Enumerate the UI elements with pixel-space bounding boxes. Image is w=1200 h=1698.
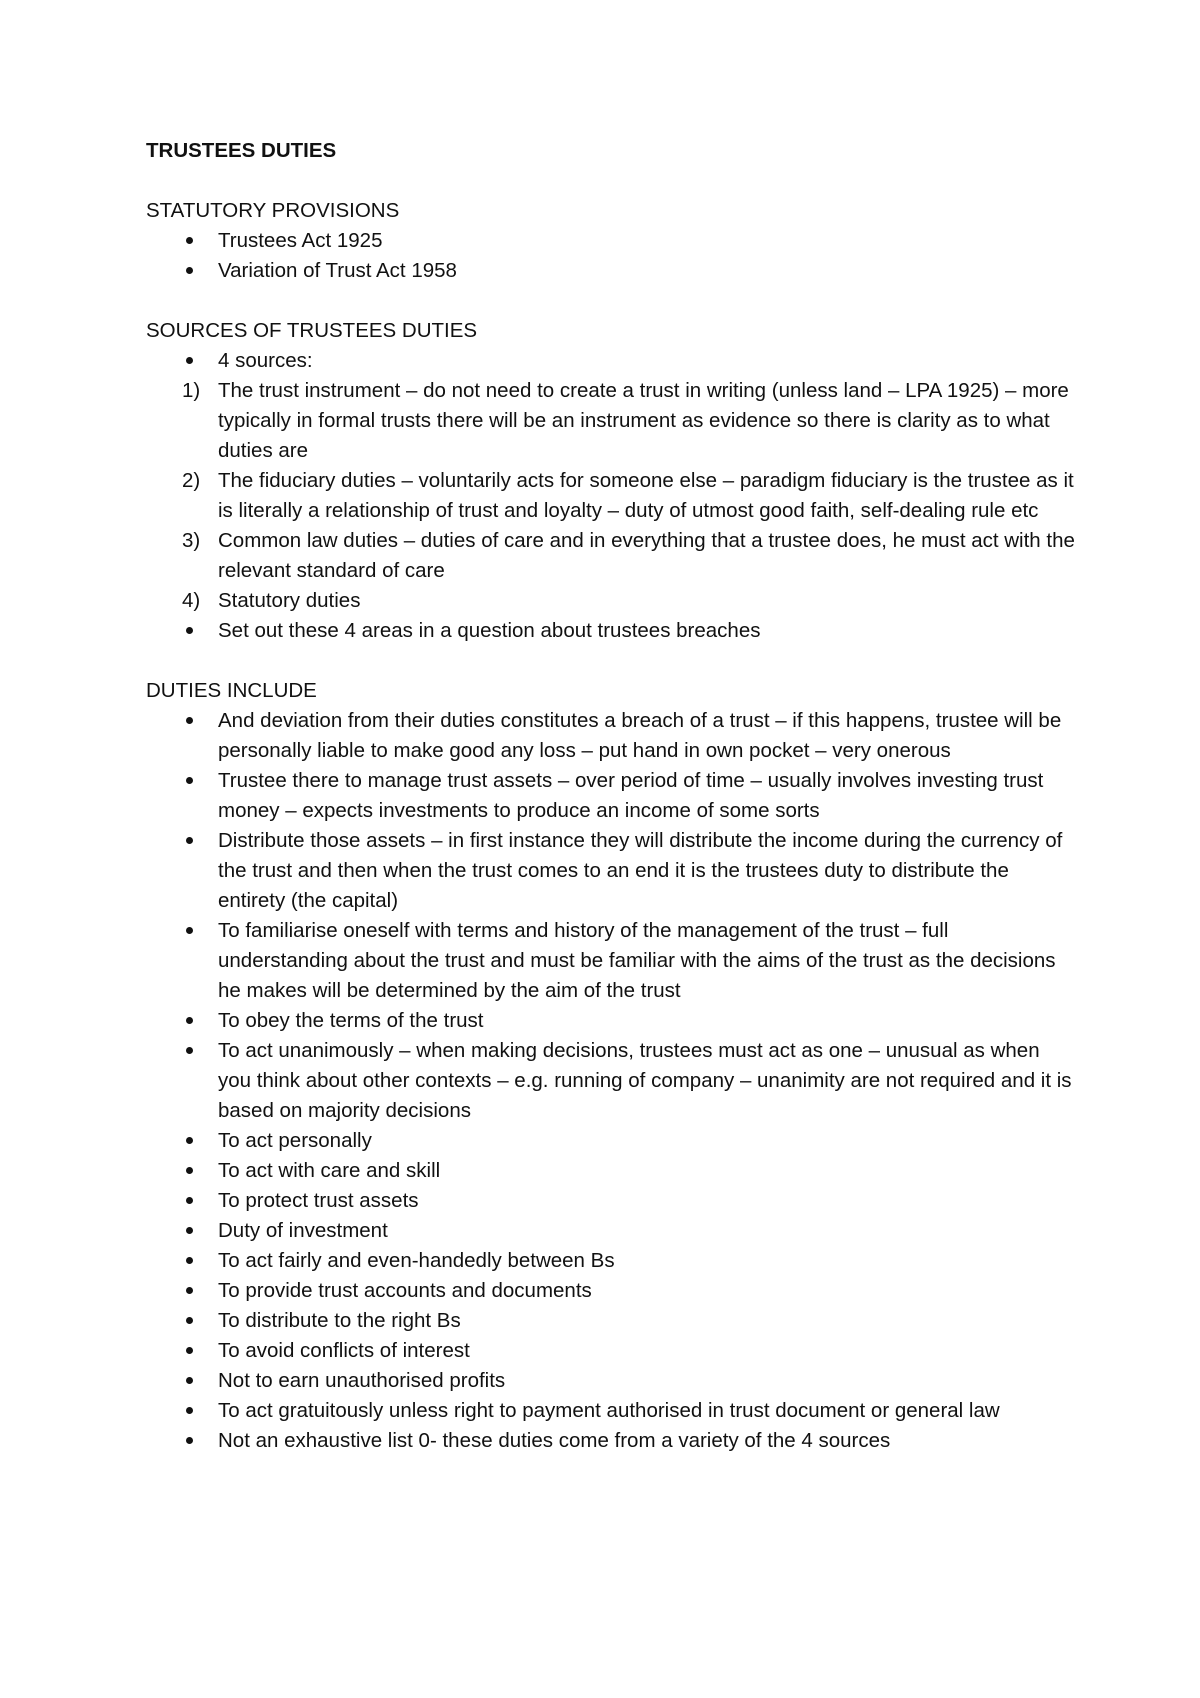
sources-heading: SOURCES OF TRUSTEES DUTIES	[146, 319, 478, 342]
list-number: 1)	[182, 379, 201, 402]
list-item	[146, 916, 1076, 1006]
bullet-icon	[186, 1276, 216, 1306]
list-item	[146, 1126, 1076, 1156]
list-item-text: To act gratuitously unless right to payment authorised in trust document or general law	[218, 1399, 1000, 1422]
bullet-icon	[186, 1396, 216, 1426]
list-item	[146, 616, 1076, 646]
list-item-text: Common law duties – duties of care and in everything that a trustee does, he must act with the relevant standard of care	[218, 529, 1075, 582]
bullet-icon	[186, 616, 216, 646]
list-item	[146, 1156, 1076, 1186]
list-item-text: To act fairly and even-handedly between Bs	[218, 1249, 615, 1272]
statutory-heading: STATUTORY PROVISIONS	[146, 199, 400, 222]
list-item-text: To act personally	[218, 1129, 372, 1152]
list-number: 2)	[182, 469, 201, 492]
duties-heading: DUTIES INCLUDE	[146, 679, 317, 702]
list-number: 3)	[182, 529, 201, 552]
list-item	[146, 586, 1076, 616]
bullet-icon	[186, 706, 216, 736]
list-item-text: Not to earn unauthorised profits	[218, 1369, 506, 1392]
list-item	[146, 766, 1076, 826]
list-item	[146, 1366, 1076, 1396]
list-item-text: Duty of investment	[218, 1219, 388, 1242]
list-item	[146, 526, 1076, 586]
statutory-list	[146, 226, 1076, 286]
list-item	[146, 1396, 1076, 1426]
list-item-text: To distribute to the right Bs	[218, 1309, 461, 1332]
list-item	[146, 1306, 1076, 1336]
bullet-icon	[186, 766, 216, 796]
list-item-text: The fiduciary duties – voluntarily acts for someone else – paradigm fiduciary is the trustee as it is literally a relationship of trust and loyalty – duty of utmost good faith, self-dealing rule etc	[218, 469, 1074, 522]
bullet-icon	[186, 1426, 216, 1456]
list-item-text: Statutory duties	[218, 589, 361, 612]
list-item-text: And deviation from their duties constitutes a breach of a trust – if this happens, trustee will be personally liable to make good any loss – put hand in own pocket – very onerous	[218, 709, 1062, 762]
list-item	[146, 1036, 1076, 1126]
list-item	[146, 1006, 1076, 1036]
spacer	[146, 166, 1076, 196]
bullet-icon	[186, 1006, 216, 1036]
list-item-text: To provide trust accounts and documents	[218, 1279, 592, 1302]
bullet-icon	[186, 1336, 216, 1366]
list-item	[146, 376, 1076, 466]
list-item	[146, 226, 1076, 256]
list-item	[146, 1246, 1076, 1276]
list-item-text: 4 sources:	[218, 349, 313, 372]
bullet-icon	[186, 1156, 216, 1186]
list-item-text: Set out these 4 areas in a question about trustees breaches	[218, 619, 761, 642]
list-item-text: To act unanimously – when making decisions, trustees must act as one – unusual as when you think about other contexts – e.g. running of company – unanimity are not required and it is based on majority decisions	[218, 1039, 1072, 1122]
document-page	[146, 136, 1076, 1456]
spacer	[146, 646, 1076, 676]
list-item	[146, 706, 1076, 766]
list-item-text: To protect trust assets	[218, 1189, 419, 1212]
list-item	[146, 1426, 1076, 1456]
sources-list	[146, 346, 1076, 646]
list-item-text: Distribute those assets – in first instance they will distribute the income during the currency of the trust and then when the trust comes to an end it is the trustees duty to distribute the entirety (the capital)	[218, 829, 1063, 912]
bullet-icon	[186, 346, 216, 376]
list-item-text: The trust instrument – do not need to create a trust in writing (unless land – LPA 1925) – more typically in formal trusts there will be an instrument as evidence so there is clarity as to what duties are	[218, 379, 1069, 462]
list-number: 4)	[182, 589, 201, 612]
list-item-text: To act with care and skill	[218, 1159, 441, 1182]
bullet-icon	[186, 1126, 216, 1156]
list-item-text: To obey the terms of the trust	[218, 1009, 484, 1032]
bullet-icon	[186, 256, 216, 286]
list-item	[146, 1186, 1076, 1216]
bullet-icon	[186, 916, 216, 946]
bullet-icon	[186, 1216, 216, 1246]
document-title: TRUSTEES DUTIES	[146, 139, 337, 162]
list-item	[146, 346, 1076, 376]
bullet-icon	[186, 1246, 216, 1276]
bullet-icon	[186, 1306, 216, 1336]
duties-list	[146, 706, 1076, 1456]
list-item	[146, 1216, 1076, 1246]
bullet-icon	[186, 1366, 216, 1396]
bullet-icon	[186, 1036, 216, 1066]
list-item-text: To avoid conflicts of interest	[218, 1339, 470, 1362]
list-item	[146, 1276, 1076, 1306]
list-item-text: Trustee there to manage trust assets – over period of time – usually involves investing trust money – expects investments to produce an income of some sorts	[218, 769, 1044, 822]
list-item-text: Trustees Act 1925	[218, 229, 383, 252]
list-item-text: To familiarise oneself with terms and history of the management of the trust – full understanding about the trust and must be familiar with the aims of the trust as the decisions he makes will be determined by the aim of the trust	[218, 919, 1056, 1002]
list-item	[146, 466, 1076, 526]
spacer	[146, 286, 1076, 316]
bullet-icon	[186, 826, 216, 856]
list-item	[146, 1336, 1076, 1366]
bullet-icon	[186, 1186, 216, 1216]
list-item-text: Not an exhaustive list 0- these duties come from a variety of the 4 sources	[218, 1429, 891, 1452]
list-item-text: Variation of Trust Act 1958	[218, 259, 457, 282]
bullet-icon	[186, 226, 216, 256]
list-item	[146, 256, 1076, 286]
list-item	[146, 826, 1076, 916]
